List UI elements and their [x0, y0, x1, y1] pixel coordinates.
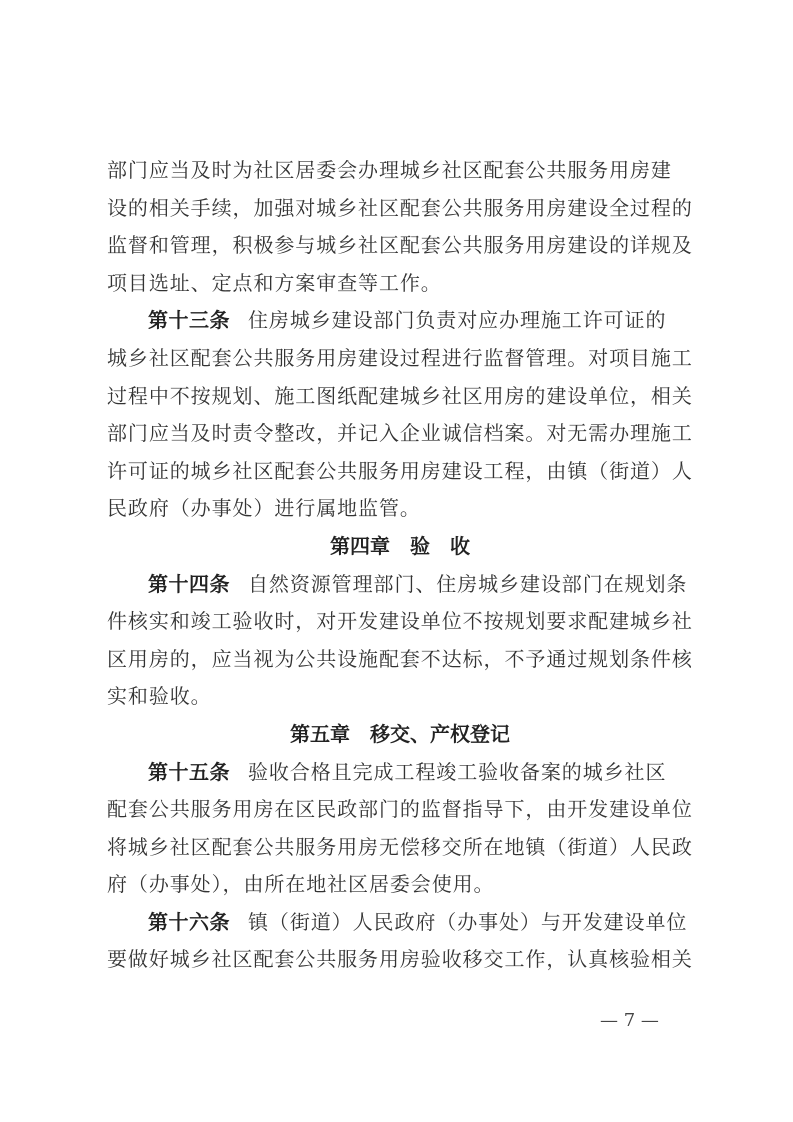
article-label: 第十四条: [148, 571, 230, 596]
article-label: 第十三条: [148, 308, 230, 333]
text-line: 许可证的城乡社区配套公共服务用房建设工程，由镇（街道）人: [107, 458, 693, 483]
article-first-line: [107, 904, 693, 942]
text-line: 城乡社区配套公共服务用房建设过程进行监督管理。对项目施工: [107, 345, 693, 370]
text-line: 实和验收。: [107, 684, 212, 709]
article-text: 验收合格且完成工程竣工验收备案的城乡社区: [248, 759, 667, 784]
article-label: 第十五条: [148, 759, 230, 784]
text-line: 过程中不按规划、施工图纸配建城乡社区用房的建设单位，相关: [107, 383, 693, 408]
text-line: 要做好城乡社区配套公共服务用房验收移交工作，认真核验相关: [107, 947, 693, 972]
text-line: 部门应当及时责令整改，并记入企业诚信档案。对无需办理施工: [107, 421, 693, 446]
text-line: 部门应当及时为社区居委会办理城乡社区配套公共服务用房建: [107, 158, 672, 182]
text-line: 区用房的，应当视为公共设施配套不达标，不予通过规划条件核: [107, 646, 693, 671]
paragraph-continuation: [107, 152, 693, 302]
article-text: 住房城乡建设部门负责对应办理施工许可证的: [248, 308, 667, 333]
text-line: 项目选址、定点和方案审查等工作。: [107, 270, 442, 295]
article-15: [107, 754, 693, 904]
article-13: [107, 302, 693, 528]
article-label: 第十六条: [148, 909, 230, 934]
chapter-heading: 第四章 验 收: [330, 533, 470, 558]
chapter-heading: 第五章 移交、产权登记: [290, 721, 510, 746]
article-text: 镇（街道）人民政府（办事处）与开发建设单位: [248, 909, 688, 934]
article-16: [107, 904, 693, 979]
document-page: [107, 152, 693, 979]
text-line: 监督和管理，积极参与城乡社区配套公共服务用房建设的详规及: [107, 233, 693, 258]
article-first-line: [107, 566, 693, 604]
text-line: 配套公共服务用房在区民政部门的监督指导下，由开发建设单位: [107, 797, 693, 822]
page-number: — 7 —: [600, 1010, 659, 1031]
text-line: 设的相关手续，加强对城乡社区配套公共服务用房建设全过程的: [107, 195, 693, 220]
article-first-line: [107, 302, 693, 340]
text-line: 府（办事处），由所在地社区居委会使用。: [107, 872, 495, 897]
article-text: 自然资源管理部门、住房城乡建设部门在规划条: [248, 571, 688, 596]
text-line: 件核实和竣工验收时，对开发建设单位不按规划要求配建城乡社: [107, 609, 693, 634]
article-first-line: [107, 754, 693, 792]
text-line: 民政府（办事处）进行属地监管。: [107, 496, 421, 521]
article-14: [107, 566, 693, 716]
text-line: 将城乡社区配套公共服务用房无偿移交所在地镇（街道）人民政: [107, 834, 693, 859]
